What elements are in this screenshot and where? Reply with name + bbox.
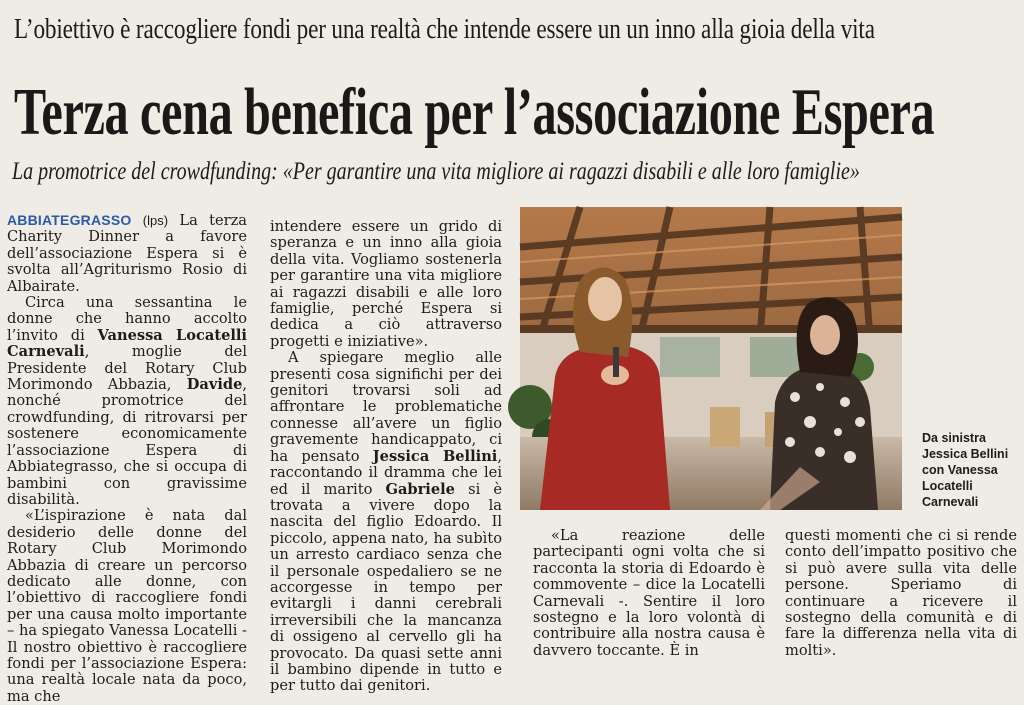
person-name: Jessica Bellini [372, 447, 498, 465]
article-column-4 [785, 527, 1017, 659]
photo-caption: Da sinistra Jessica Bellini con Vanessa Locatelli Carnevali [922, 431, 1009, 509]
paragraph-text: , moglie del Presidente del Rotary Club Morimondo Abbazia, [7, 343, 247, 394]
paragraph-text: La terza Charity Dinner a favore dell’associazione Espera si è svolta all’Agriturismo Rosio di Albairate. [7, 212, 247, 295]
paragraph-text: Circa una sessantina le donne che hanno accolto l’invito di [7, 294, 247, 344]
article-kicker: L’obiettivo è raccogliere fondi per una realtà che intende essere un un inno alla gioia della vita [14, 13, 875, 45]
column-2-paragraph-1: intendere essere un grido di speranza e un inno alla gioia della vita. Vogliamo sostenerla per garantire una vita migliore ai ragazzi disabili e alle loro famiglie, perché Espera si dedica a ciò attraverso progetti e iniziative». [270, 218, 502, 350]
column-2-paragraph-2 [270, 350, 502, 695]
article-column-2 [270, 218, 502, 695]
person-name: Davide [186, 376, 243, 394]
article-subtitle: La promotrice del crowdfunding: «Per garantire una vita migliore ai ragazzi disabili e alle loro famiglie» [12, 158, 860, 185]
paragraph-text: , raccontando il dramma che lei ed il marito [270, 447, 502, 498]
photo-illustration [520, 207, 902, 510]
article-photo [520, 207, 902, 510]
dateline: ABBIATEGRASSO [7, 212, 132, 228]
person-name: Vanessa Locatelli Carnevali [7, 326, 247, 361]
article-column-1 [7, 212, 247, 705]
person-name: Gabriele [385, 480, 455, 498]
article-headline: Terza cena benefica per l’associazione Espera [14, 75, 935, 149]
column-3-paragraph-1: «La reazione delle partecipanti ogni volta che si racconta la storia di Edoardo è commovente – dice la Locatelli Carnevali -. Sentire il loro sostegno e la loro volontà di contribuire alla nostra causa è davvero toccante. È in [533, 527, 765, 659]
paragraph-text: A spiegare meglio alle presenti cosa significhi per dei genitori trovarsi soli ad affrontare le problematiche connesse all’avere un figlio gravemente handicappato, ci ha pensato [270, 349, 502, 465]
column-4-paragraph-1: questi momenti che ci si rende conto dell’impatto positivo che si può avere sulla vita delle persone. Speriamo di continuare a ricevere il sostegno della comunità e di fare la differenza nella vita di molti». [785, 527, 1017, 659]
paragraph-text: si è trovata a vivere dopo la nascita del figlio Edoardo. Il piccolo, appena nato, ha subìto un arresto cardiaco senza che il personale ospedaliero se ne accorgesse in tempo per evitargli i danni cerebrali irreversibili che la mancanza di ossigeno al cervello gli ha provocato. Da quasi sette anni il bambino dipende in tutto e per tutto dai genitori. [270, 480, 502, 695]
article-column-3 [533, 527, 765, 659]
column-1-paragraph-1 [7, 212, 247, 295]
agency-tag: (lps) [142, 213, 169, 228]
paragraph-text: , nonché promotrice del crowdfunding, di ritrovarsi per sostenere economicamente l’associazione Espera di Abbiategrasso, che si occupa di bambini con gravissime disabilità. [7, 376, 247, 508]
column-1-paragraph-3: «L’ispirazione è nata dal desiderio delle donne del Rotary Club Morimondo Abbazia di creare un percorso dedicato alle donne, con l’obiettivo di raccogliere fondi per una causa molto importante – ha spiegato Vanessa Locatelli - Il nostro obiettivo è raccogliere fondi per l’associazione Espera: una realtà locale nata da poco, ma che [7, 507, 247, 705]
column-1-paragraph-2 [7, 295, 247, 508]
